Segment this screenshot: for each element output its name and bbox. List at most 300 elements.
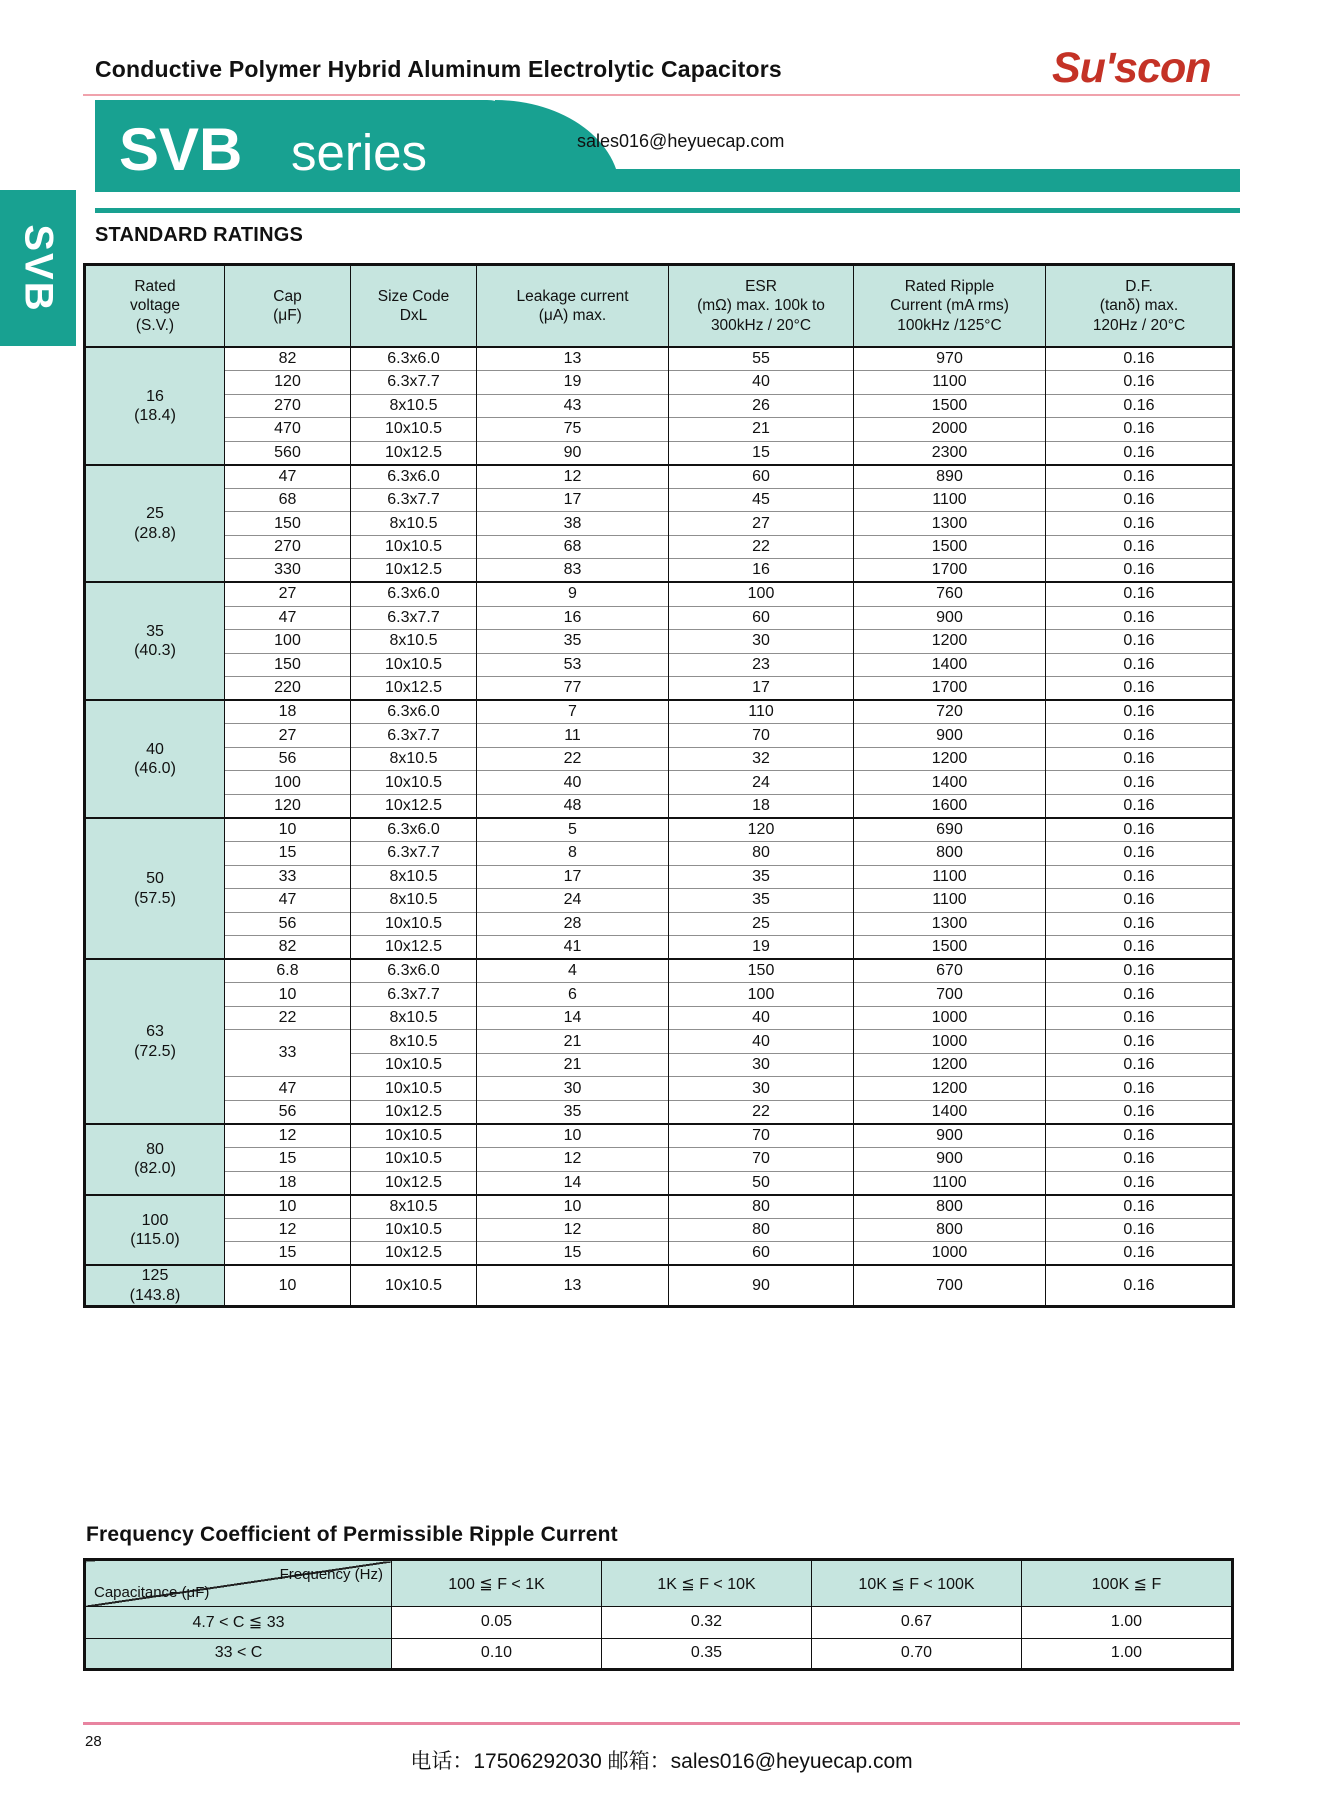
cell-df: 0.16 [1046, 818, 1234, 842]
cell-leakage: 8 [477, 841, 669, 865]
cell-esr: 18 [669, 794, 854, 818]
cell-size: 8x10.5 [351, 630, 477, 654]
cell-cap: 56 [225, 747, 351, 771]
cell-ripple: 690 [854, 818, 1046, 842]
side-tab [0, 190, 76, 346]
cell-leakage: 21 [477, 1030, 669, 1054]
freq-col-header-2: 10K ≦ F < 100K [812, 1560, 1022, 1607]
cell-size: 8x10.5 [351, 865, 477, 889]
cell-cap: 18 [225, 700, 351, 724]
cell-size: 8x10.5 [351, 1195, 477, 1219]
cell-ripple: 800 [854, 841, 1046, 865]
cell-leakage: 43 [477, 394, 669, 418]
cell-ripple: 720 [854, 700, 1046, 724]
cell-cap: 15 [225, 1148, 351, 1172]
cell-esr: 16 [669, 559, 854, 583]
cell-size: 10x12.5 [351, 1171, 477, 1195]
cell-ripple: 1000 [854, 1242, 1046, 1266]
cell-esr: 35 [669, 889, 854, 913]
cell-leakage: 90 [477, 441, 669, 465]
header-divider [83, 94, 1240, 96]
cell-esr: 24 [669, 771, 854, 795]
cell-cap: 82 [225, 347, 351, 371]
freq-value-cell: 0.70 [812, 1638, 1022, 1670]
cell-leakage: 11 [477, 724, 669, 748]
ratings-row [85, 1077, 1234, 1101]
cell-size: 8x10.5 [351, 512, 477, 536]
cell-leakage: 5 [477, 818, 669, 842]
ratings-row [85, 747, 1234, 771]
cell-df: 0.16 [1046, 1053, 1234, 1077]
cell-ripple: 1200 [854, 630, 1046, 654]
cell-size: 10x10.5 [351, 653, 477, 677]
freq-col-header-3: 100K ≦ F [1022, 1560, 1233, 1607]
cell-cap: 22 [225, 1006, 351, 1030]
cell-ripple: 1100 [854, 488, 1046, 512]
cell-cap: 330 [225, 559, 351, 583]
frequency-coefficient-table [83, 1558, 1234, 1671]
cell-df: 0.16 [1046, 465, 1234, 489]
ratings-row [85, 724, 1234, 748]
cell-ripple: 700 [854, 1265, 1046, 1306]
cell-ripple: 1700 [854, 559, 1046, 583]
cell-esr: 19 [669, 936, 854, 960]
cell-cap: 100 [225, 630, 351, 654]
cell-esr: 26 [669, 394, 854, 418]
series-banner [95, 100, 1240, 192]
cell-cap: 27 [225, 724, 351, 748]
cell-esr: 150 [669, 959, 854, 983]
freq-value-cell: 0.32 [602, 1607, 812, 1639]
cell-esr: 22 [669, 1101, 854, 1125]
cell-df: 0.16 [1046, 582, 1234, 606]
cell-ripple: 900 [854, 1124, 1046, 1148]
cell-leakage: 35 [477, 1101, 669, 1125]
cell-esr: 80 [669, 841, 854, 865]
cell-ripple: 970 [854, 347, 1046, 371]
cell-size: 8x10.5 [351, 889, 477, 913]
ratings-row [85, 677, 1234, 701]
cell-df: 0.16 [1046, 347, 1234, 371]
cell-ripple: 1400 [854, 771, 1046, 795]
cell-ripple: 800 [854, 1195, 1046, 1219]
cell-leakage: 9 [477, 582, 669, 606]
cell-leakage: 14 [477, 1006, 669, 1030]
cell-leakage: 17 [477, 488, 669, 512]
voltage-cell: 63 (72.5) [85, 959, 225, 1124]
cell-esr: 90 [669, 1265, 854, 1306]
cell-cap: 68 [225, 488, 351, 512]
voltage-cell: 25 (28.8) [85, 465, 225, 583]
cell-df: 0.16 [1046, 559, 1234, 583]
cell-leakage: 30 [477, 1077, 669, 1101]
cell-leakage: 10 [477, 1195, 669, 1219]
cell-ripple: 1300 [854, 512, 1046, 536]
ratings-header-row [85, 265, 1234, 348]
voltage-cell: 125 (143.8) [85, 1265, 225, 1306]
cell-cap: 18 [225, 1171, 351, 1195]
cell-cap: 10 [225, 983, 351, 1007]
cell-esr: 27 [669, 512, 854, 536]
ratings-col-header-4: ESR (mΩ) max. 100k to 300kHz / 20°C [669, 265, 854, 348]
cell-size: 10x10.5 [351, 535, 477, 559]
cell-cap: 220 [225, 677, 351, 701]
cell-ripple: 760 [854, 582, 1046, 606]
cell-df: 0.16 [1046, 771, 1234, 795]
cell-size: 6.3x6.0 [351, 465, 477, 489]
cell-esr: 22 [669, 535, 854, 559]
cell-leakage: 41 [477, 936, 669, 960]
cell-size: 10x12.5 [351, 1101, 477, 1125]
cell-esr: 40 [669, 371, 854, 395]
cell-size: 10x10.5 [351, 771, 477, 795]
cell-size: 10x10.5 [351, 1148, 477, 1172]
ratings-section-title: STANDARD RATINGS [95, 224, 304, 246]
freq-corner-cell [85, 1560, 392, 1607]
cell-cap: 150 [225, 512, 351, 536]
cell-size: 6.3x6.0 [351, 818, 477, 842]
voltage-cell: 80 (82.0) [85, 1124, 225, 1195]
page-number: 28 [85, 1733, 102, 1750]
page-title: Conductive Polymer Hybrid Aluminum Electrolytic Capacitors [95, 56, 782, 82]
cell-df: 0.16 [1046, 1101, 1234, 1125]
cell-ripple: 1500 [854, 535, 1046, 559]
cell-cap: 47 [225, 1077, 351, 1101]
cell-size: 10x10.5 [351, 1053, 477, 1077]
cell-size: 10x10.5 [351, 1124, 477, 1148]
ratings-row [85, 1148, 1234, 1172]
freq-value-cell: 0.10 [392, 1638, 602, 1670]
cell-df: 0.16 [1046, 983, 1234, 1007]
cell-cap: 12 [225, 1218, 351, 1242]
cell-ripple: 1200 [854, 1077, 1046, 1101]
cell-cap: 10 [225, 1195, 351, 1219]
cell-df: 0.16 [1046, 700, 1234, 724]
cell-cap: 33 [225, 865, 351, 889]
cell-cap: 270 [225, 394, 351, 418]
ratings-row [85, 371, 1234, 395]
cell-esr: 32 [669, 747, 854, 771]
cell-leakage: 21 [477, 1053, 669, 1077]
cell-leakage: 16 [477, 606, 669, 630]
cell-ripple: 890 [854, 465, 1046, 489]
ratings-row [85, 1006, 1234, 1030]
cell-esr: 60 [669, 465, 854, 489]
ratings-row [85, 818, 1234, 842]
cell-df: 0.16 [1046, 865, 1234, 889]
freq-header-row [85, 1560, 1233, 1607]
cell-cap: 150 [225, 653, 351, 677]
cell-leakage: 48 [477, 794, 669, 818]
series-word: series [291, 124, 428, 181]
cell-cap: 270 [225, 535, 351, 559]
cell-leakage: 83 [477, 559, 669, 583]
freq-corner-top: Frequency (Hz) [279, 1566, 383, 1583]
ratings-row [85, 700, 1234, 724]
cell-cap: 10 [225, 818, 351, 842]
freq-value-cell: 0.67 [812, 1607, 1022, 1639]
ratings-col-header-3: Leakage current (μA) max. [477, 265, 669, 348]
ratings-row [85, 1218, 1234, 1242]
cell-df: 0.16 [1046, 889, 1234, 913]
cell-cap: 560 [225, 441, 351, 465]
cell-ripple: 1100 [854, 889, 1046, 913]
cell-df: 0.16 [1046, 653, 1234, 677]
ratings-row [85, 865, 1234, 889]
cell-esr: 100 [669, 983, 854, 1007]
ratings-row [85, 912, 1234, 936]
cell-size: 10x10.5 [351, 1077, 477, 1101]
cell-df: 0.16 [1046, 1242, 1234, 1266]
cell-leakage: 35 [477, 630, 669, 654]
cell-df: 0.16 [1046, 1171, 1234, 1195]
cell-cap: 33 [225, 1030, 351, 1077]
cell-esr: 80 [669, 1195, 854, 1219]
cell-size: 6.3x7.7 [351, 371, 477, 395]
cell-ripple: 1500 [854, 936, 1046, 960]
voltage-cell: 50 (57.5) [85, 818, 225, 959]
cell-leakage: 10 [477, 1124, 669, 1148]
cell-df: 0.16 [1046, 794, 1234, 818]
cell-cap: 27 [225, 582, 351, 606]
voltage-cell: 35 (40.3) [85, 582, 225, 700]
cell-esr: 55 [669, 347, 854, 371]
cell-size: 10x12.5 [351, 1242, 477, 1266]
cell-leakage: 68 [477, 535, 669, 559]
freq-value-cell: 1.00 [1022, 1607, 1233, 1639]
cell-size: 8x10.5 [351, 1006, 477, 1030]
ratings-row [85, 653, 1234, 677]
series-name: SVB [119, 116, 243, 183]
ratings-col-header-5: Rated Ripple Current (mA rms) 100kHz /125°C [854, 265, 1046, 348]
cell-ripple: 1700 [854, 677, 1046, 701]
cell-df: 0.16 [1046, 1265, 1234, 1306]
cell-esr: 21 [669, 418, 854, 442]
cell-esr: 80 [669, 1218, 854, 1242]
cell-ripple: 1200 [854, 747, 1046, 771]
freq-row-label: 33 < C [85, 1638, 392, 1670]
cell-df: 0.16 [1046, 724, 1234, 748]
cell-df: 0.16 [1046, 1218, 1234, 1242]
cell-df: 0.16 [1046, 747, 1234, 771]
cell-cap: 56 [225, 912, 351, 936]
cell-df: 0.16 [1046, 912, 1234, 936]
cell-size: 6.3x6.0 [351, 700, 477, 724]
cell-leakage: 28 [477, 912, 669, 936]
ratings-col-header-6: D.F. (tanδ) max. 120Hz / 20°C [1046, 265, 1234, 348]
cell-ripple: 1100 [854, 1171, 1046, 1195]
cell-df: 0.16 [1046, 371, 1234, 395]
banner-underline [95, 208, 1240, 213]
cell-df: 0.16 [1046, 677, 1234, 701]
cell-size: 8x10.5 [351, 747, 477, 771]
freq-value-cell: 0.05 [392, 1607, 602, 1639]
cell-esr: 30 [669, 630, 854, 654]
ratings-col-header-1: Cap (μF) [225, 265, 351, 348]
cell-esr: 30 [669, 1077, 854, 1101]
cell-size: 10x10.5 [351, 418, 477, 442]
cell-df: 0.16 [1046, 630, 1234, 654]
cell-leakage: 38 [477, 512, 669, 536]
cell-esr: 110 [669, 700, 854, 724]
ratings-row [85, 535, 1234, 559]
cell-cap: 120 [225, 371, 351, 395]
ratings-row [85, 512, 1234, 536]
cell-esr: 30 [669, 1053, 854, 1077]
ratings-row [85, 794, 1234, 818]
cell-df: 0.16 [1046, 394, 1234, 418]
cell-cap: 15 [225, 1242, 351, 1266]
cell-cap: 47 [225, 889, 351, 913]
cell-df: 0.16 [1046, 1077, 1234, 1101]
voltage-cell: 100 (115.0) [85, 1195, 225, 1266]
cell-leakage: 53 [477, 653, 669, 677]
cell-size: 6.3x6.0 [351, 582, 477, 606]
freq-row-label: 4.7 < C ≦ 33 [85, 1607, 392, 1639]
freq-section-title: Frequency Coefficient of Permissible Ripple Current [86, 1523, 618, 1546]
cell-cap: 6.8 [225, 959, 351, 983]
footer-divider [83, 1722, 1240, 1725]
ratings-col-header-0: Rated voltage (S.V.) [85, 265, 225, 348]
cell-cap: 47 [225, 606, 351, 630]
ratings-row [85, 1030, 1234, 1054]
ratings-row [85, 559, 1234, 583]
cell-esr: 45 [669, 488, 854, 512]
ratings-row [85, 606, 1234, 630]
cell-ripple: 2000 [854, 418, 1046, 442]
cell-ripple: 670 [854, 959, 1046, 983]
cell-df: 0.16 [1046, 418, 1234, 442]
cell-ripple: 800 [854, 1218, 1046, 1242]
cell-df: 0.16 [1046, 1124, 1234, 1148]
cell-leakage: 7 [477, 700, 669, 724]
cell-leakage: 13 [477, 347, 669, 371]
cell-ripple: 1400 [854, 1101, 1046, 1125]
cell-df: 0.16 [1046, 535, 1234, 559]
cell-size: 10x10.5 [351, 1218, 477, 1242]
voltage-cell: 40 (46.0) [85, 700, 225, 818]
freq-row [85, 1607, 1233, 1639]
cell-df: 0.16 [1046, 488, 1234, 512]
cell-ripple: 1000 [854, 1030, 1046, 1054]
cell-esr: 23 [669, 653, 854, 677]
cell-size: 6.3x6.0 [351, 959, 477, 983]
cell-esr: 40 [669, 1030, 854, 1054]
ratings-row [85, 418, 1234, 442]
cell-df: 0.16 [1046, 1148, 1234, 1172]
cell-size: 10x12.5 [351, 794, 477, 818]
ratings-row [85, 936, 1234, 960]
cell-df: 0.16 [1046, 1030, 1234, 1054]
cell-df: 0.16 [1046, 1195, 1234, 1219]
cell-cap: 82 [225, 936, 351, 960]
cell-leakage: 12 [477, 1148, 669, 1172]
cell-cap: 12 [225, 1124, 351, 1148]
ratings-row [85, 1195, 1234, 1219]
ratings-row [85, 841, 1234, 865]
cell-df: 0.16 [1046, 959, 1234, 983]
ratings-row [85, 582, 1234, 606]
freq-corner-bottom: Capacitance (μF) [94, 1584, 210, 1601]
cell-leakage: 77 [477, 677, 669, 701]
cell-size: 6.3x7.7 [351, 488, 477, 512]
cell-df: 0.16 [1046, 1006, 1234, 1030]
freq-row [85, 1638, 1233, 1670]
cell-df: 0.16 [1046, 841, 1234, 865]
cell-ripple: 900 [854, 606, 1046, 630]
cell-ripple: 700 [854, 983, 1046, 1007]
cell-ripple: 1400 [854, 653, 1046, 677]
cell-df: 0.16 [1046, 606, 1234, 630]
cell-ripple: 1000 [854, 1006, 1046, 1030]
footer-contact: 电话：17506292030 邮箱：sales016@heyuecap.com [410, 1750, 913, 1773]
cell-esr: 70 [669, 1124, 854, 1148]
ratings-row [85, 1171, 1234, 1195]
cell-esr: 17 [669, 677, 854, 701]
ratings-row [85, 889, 1234, 913]
cell-esr: 70 [669, 724, 854, 748]
cell-leakage: 75 [477, 418, 669, 442]
cell-ripple: 1100 [854, 371, 1046, 395]
cell-cap: 100 [225, 771, 351, 795]
ratings-row [85, 441, 1234, 465]
cell-cap: 120 [225, 794, 351, 818]
voltage-cell: 16 (18.4) [85, 347, 225, 465]
cell-cap: 15 [225, 841, 351, 865]
cell-size: 6.3x7.7 [351, 724, 477, 748]
cell-esr: 40 [669, 1006, 854, 1030]
cell-size: 8x10.5 [351, 394, 477, 418]
cell-leakage: 15 [477, 1242, 669, 1266]
cell-leakage: 22 [477, 747, 669, 771]
cell-cap: 470 [225, 418, 351, 442]
cell-esr: 60 [669, 606, 854, 630]
cell-ripple: 1300 [854, 912, 1046, 936]
freq-col-header-0: 100 ≦ F < 1K [392, 1560, 602, 1607]
ratings-row [85, 394, 1234, 418]
cell-leakage: 13 [477, 1265, 669, 1306]
cell-ripple: 1200 [854, 1053, 1046, 1077]
cell-cap: 56 [225, 1101, 351, 1125]
ratings-row [85, 1265, 1234, 1306]
series-banner-bar [525, 169, 1240, 192]
cell-size: 6.3x6.0 [351, 347, 477, 371]
cell-esr: 50 [669, 1171, 854, 1195]
ratings-row [85, 347, 1234, 371]
cell-esr: 100 [669, 582, 854, 606]
ratings-row [85, 488, 1234, 512]
standard-ratings-table [83, 263, 1235, 1308]
cell-df: 0.16 [1046, 936, 1234, 960]
cell-esr: 35 [669, 865, 854, 889]
cell-leakage: 12 [477, 1218, 669, 1242]
cell-size: 10x10.5 [351, 1265, 477, 1306]
cell-ripple: 1100 [854, 865, 1046, 889]
cell-cap: 10 [225, 1265, 351, 1306]
freq-col-header-1: 1K ≦ F < 10K [602, 1560, 812, 1607]
ratings-row [85, 959, 1234, 983]
cell-ripple: 1500 [854, 394, 1046, 418]
cell-leakage: 19 [477, 371, 669, 395]
ratings-row [85, 771, 1234, 795]
ratings-col-header-2: Size Code DxL [351, 265, 477, 348]
cell-size: 10x12.5 [351, 559, 477, 583]
cell-size: 6.3x7.7 [351, 983, 477, 1007]
cell-size: 10x12.5 [351, 936, 477, 960]
ratings-row [85, 1242, 1234, 1266]
cell-df: 0.16 [1046, 512, 1234, 536]
cell-leakage: 14 [477, 1171, 669, 1195]
